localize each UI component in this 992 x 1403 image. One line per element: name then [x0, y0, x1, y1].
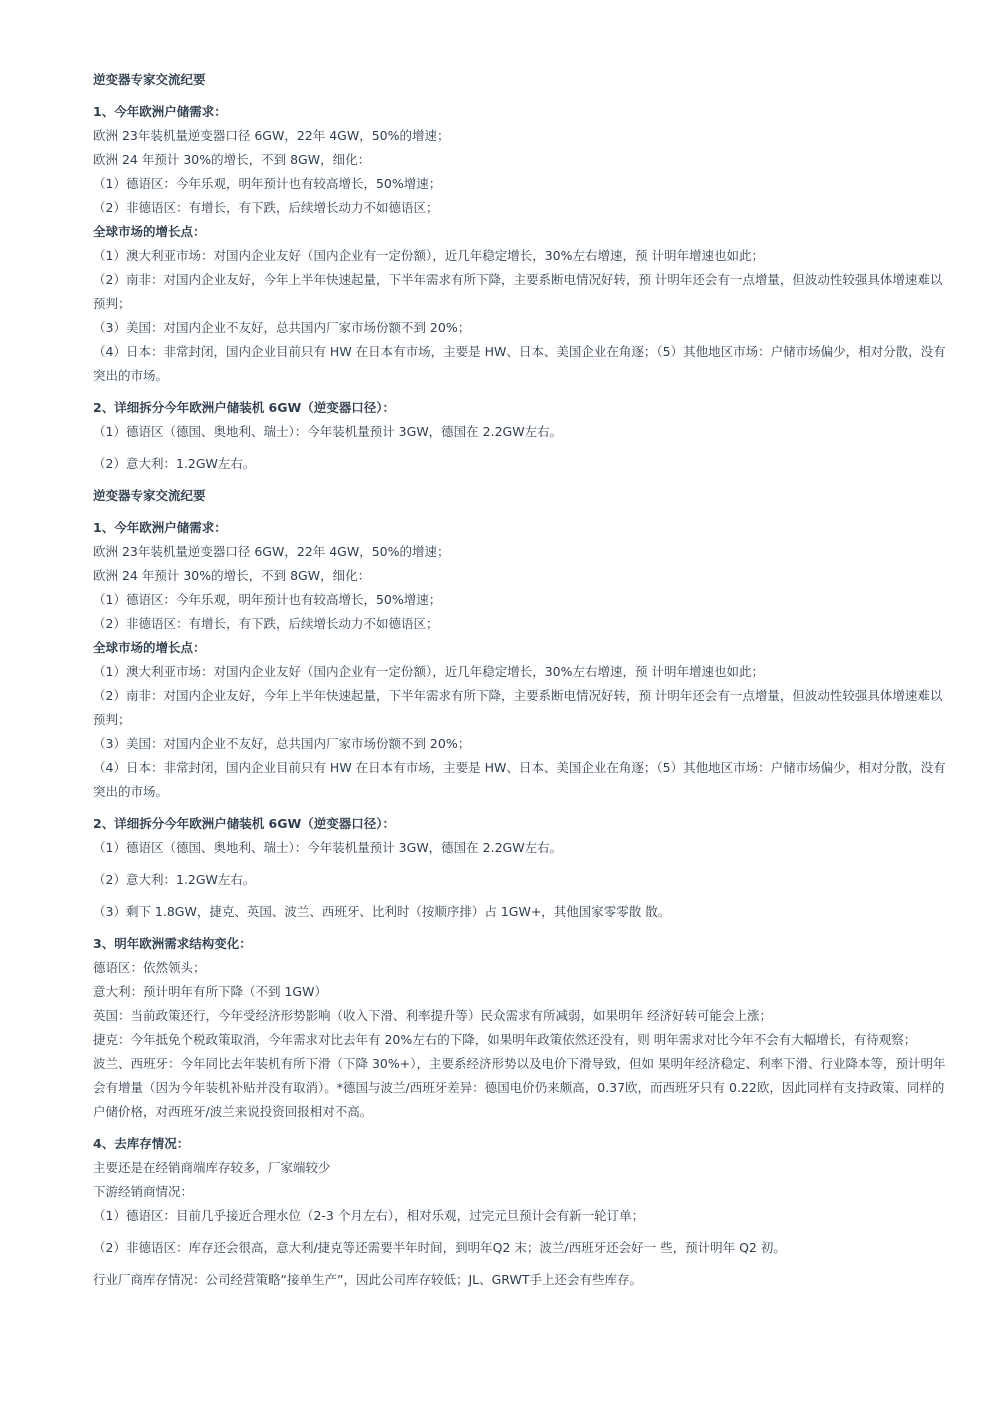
paragraph-line: （1）德语区：今年乐观，明年预计也有较高增长，50%增速；	[93, 592, 442, 607]
paragraph-line: （2）意大利：1.2GW左右。	[93, 456, 256, 471]
paragraph-line: （1）德语区：今年乐观，明年预计也有较高增长，50%增速；	[93, 176, 442, 191]
paragraph-line: （2）非德语区：有增长，有下跌，后续增长动力不如德语区；	[93, 200, 439, 215]
paragraph-line: 欧洲 23年装机量逆变器口径 6GW，22年 4GW，50%的增速；	[93, 544, 450, 559]
section-heading: 2、详细拆分今年欧洲户储装机 6GW（逆变器口径）：	[93, 400, 396, 415]
section-heading: 全球市场的增长点：	[93, 224, 206, 239]
paragraph-line: 捷克：今年抵免个税政策取消，今年需求对比去年有 20%左右的下降，如果明年政策依然还没有，则 明年需求对比今年不会有大幅增长，有待观察；	[93, 1032, 917, 1047]
section-heading: 2、详细拆分今年欧洲户储装机 6GW（逆变器口径）：	[93, 816, 396, 831]
paragraph-line: 欧洲 23年装机量逆变器口径 6GW，22年 4GW，50%的增速；	[93, 128, 450, 143]
document-page	[93, 68, 948, 1292]
paragraph-line: 行业厂商库存情况：公司经营策略“接单生产”，因此公司库存较低；JL、GRWT手上还会有些库存。	[93, 1272, 642, 1287]
paragraph-line: （2）非德语区：库存还会很高，意大利/捷克等还需要半年时间，到明年Q2 末；波兰/西班牙还会好一 些，预计明年 Q2 初。	[93, 1240, 786, 1255]
paragraph-line: 欧洲 24 年预计 30%的增长，不到 8GW，细化：	[93, 568, 371, 583]
section-heading: 1、今年欧洲户储需求：	[93, 104, 227, 119]
paragraph-line: （3）美国：对国内企业不友好，总共国内厂家市场份额不到 20%；	[93, 736, 471, 751]
paragraph-line: （1）澳大利亚市场：对国内企业友好（国内企业有一定份额），近几年稳定增长，30%左右增速，预 计明年增速也如此；	[93, 248, 764, 263]
paragraph-line: （3）美国：对国内企业不友好，总共国内厂家市场份额不到 20%；	[93, 320, 471, 335]
paragraph-line: （1）德语区（德国、奥地利、瑞士）：今年装机量预计 3GW，德国在 2.2GW左右。	[93, 840, 563, 855]
section-heading: 1、今年欧洲户储需求：	[93, 520, 227, 535]
paragraph-line: （3）剩下 1.8GW，捷克、英国、波兰、西班牙、比利时（按顺序排）占 1GW+，其他国家零零散 散。	[93, 904, 671, 919]
paragraph-line: （1）澳大利亚市场：对国内企业友好（国内企业有一定份额），近几年稳定增长，30%左右增速，预 计明年增速也如此；	[93, 664, 764, 679]
paragraph-line: 欧洲 24 年预计 30%的增长，不到 8GW，细化：	[93, 152, 371, 167]
paragraph-line: 意大利：预计明年有所下降（不到 1GW）	[93, 984, 327, 999]
paragraph-line: 主要还是在经销商端库存较多，厂家端较少	[93, 1160, 331, 1175]
paragraph-line: （2）意大利：1.2GW左右。	[93, 872, 256, 887]
paragraph-line: （1）德语区（德国、奥地利、瑞士）：今年装机量预计 3GW，德国在 2.2GW左右。	[93, 424, 563, 439]
paragraph-line: （2）南非：对国内企业友好，今年上半年快速起量，下半年需求有所下降，主要系断电情况好转，预 计明年还会有一点增量，但波动性较强具体增速难以预判；	[93, 272, 943, 311]
paragraph-line: （4）日本：非常封闭，国内企业目前只有 HW 在日本有市场，主要是 HW、日本、美国企业在角逐；（5）其他地区市场：户储市场偏少，相对分散，没有突出的市场。	[93, 760, 946, 799]
section-heading: 全球市场的增长点：	[93, 640, 206, 655]
section-heading: 3、明年欧洲需求结构变化：	[93, 936, 252, 951]
section-heading: 逆变器专家交流纪要	[93, 72, 206, 87]
paragraph-line: 英国：当前政策还行，今年受经济形势影响（收入下滑、利率提升等）民众需求有所减弱，如果明年 经济好转可能会上涨；	[93, 1008, 772, 1023]
paragraph-line: 波兰、西班牙：今年同比去年装机有所下滑（下降 30%+），主要系经济形势以及电价下滑导致，但如 果明年经济稳定、利率下滑、行业降本等，预计明年会有增量（因为今年装机补贴并没有取消）。*德国与波兰/西班牙差异：德国电价仍来颇高，0.37欧，而西班牙只有 0.22欧，因此同样有支持政策、同样的户储价格，对西班牙/波兰来说投资回报相对不高。	[93, 1056, 946, 1119]
section-heading: 逆变器专家交流纪要	[93, 488, 206, 503]
paragraph-line: （4）日本：非常封闭，国内企业目前只有 HW 在日本有市场，主要是 HW、日本、美国企业在角逐；（5）其他地区市场：户储市场偏少，相对分散，没有突出的市场。	[93, 344, 946, 383]
paragraph-line: 德语区：依然领头；	[93, 960, 206, 975]
section-heading: 4、去库存情况：	[93, 1136, 190, 1151]
paragraph-line: （1）德语区：目前几乎接近合理水位（2-3 个月左右），相对乐观，过完元旦预计会有新一轮订单；	[93, 1208, 645, 1223]
paragraph-line: 下游经销商情况：	[93, 1184, 194, 1199]
paragraph-line: （2）非德语区：有增长，有下跌，后续增长动力不如德语区；	[93, 616, 439, 631]
paragraph-line: （2）南非：对国内企业友好，今年上半年快速起量，下半年需求有所下降，主要系断电情况好转，预 计明年还会有一点增量，但波动性较强具体增速难以预判；	[93, 688, 943, 727]
